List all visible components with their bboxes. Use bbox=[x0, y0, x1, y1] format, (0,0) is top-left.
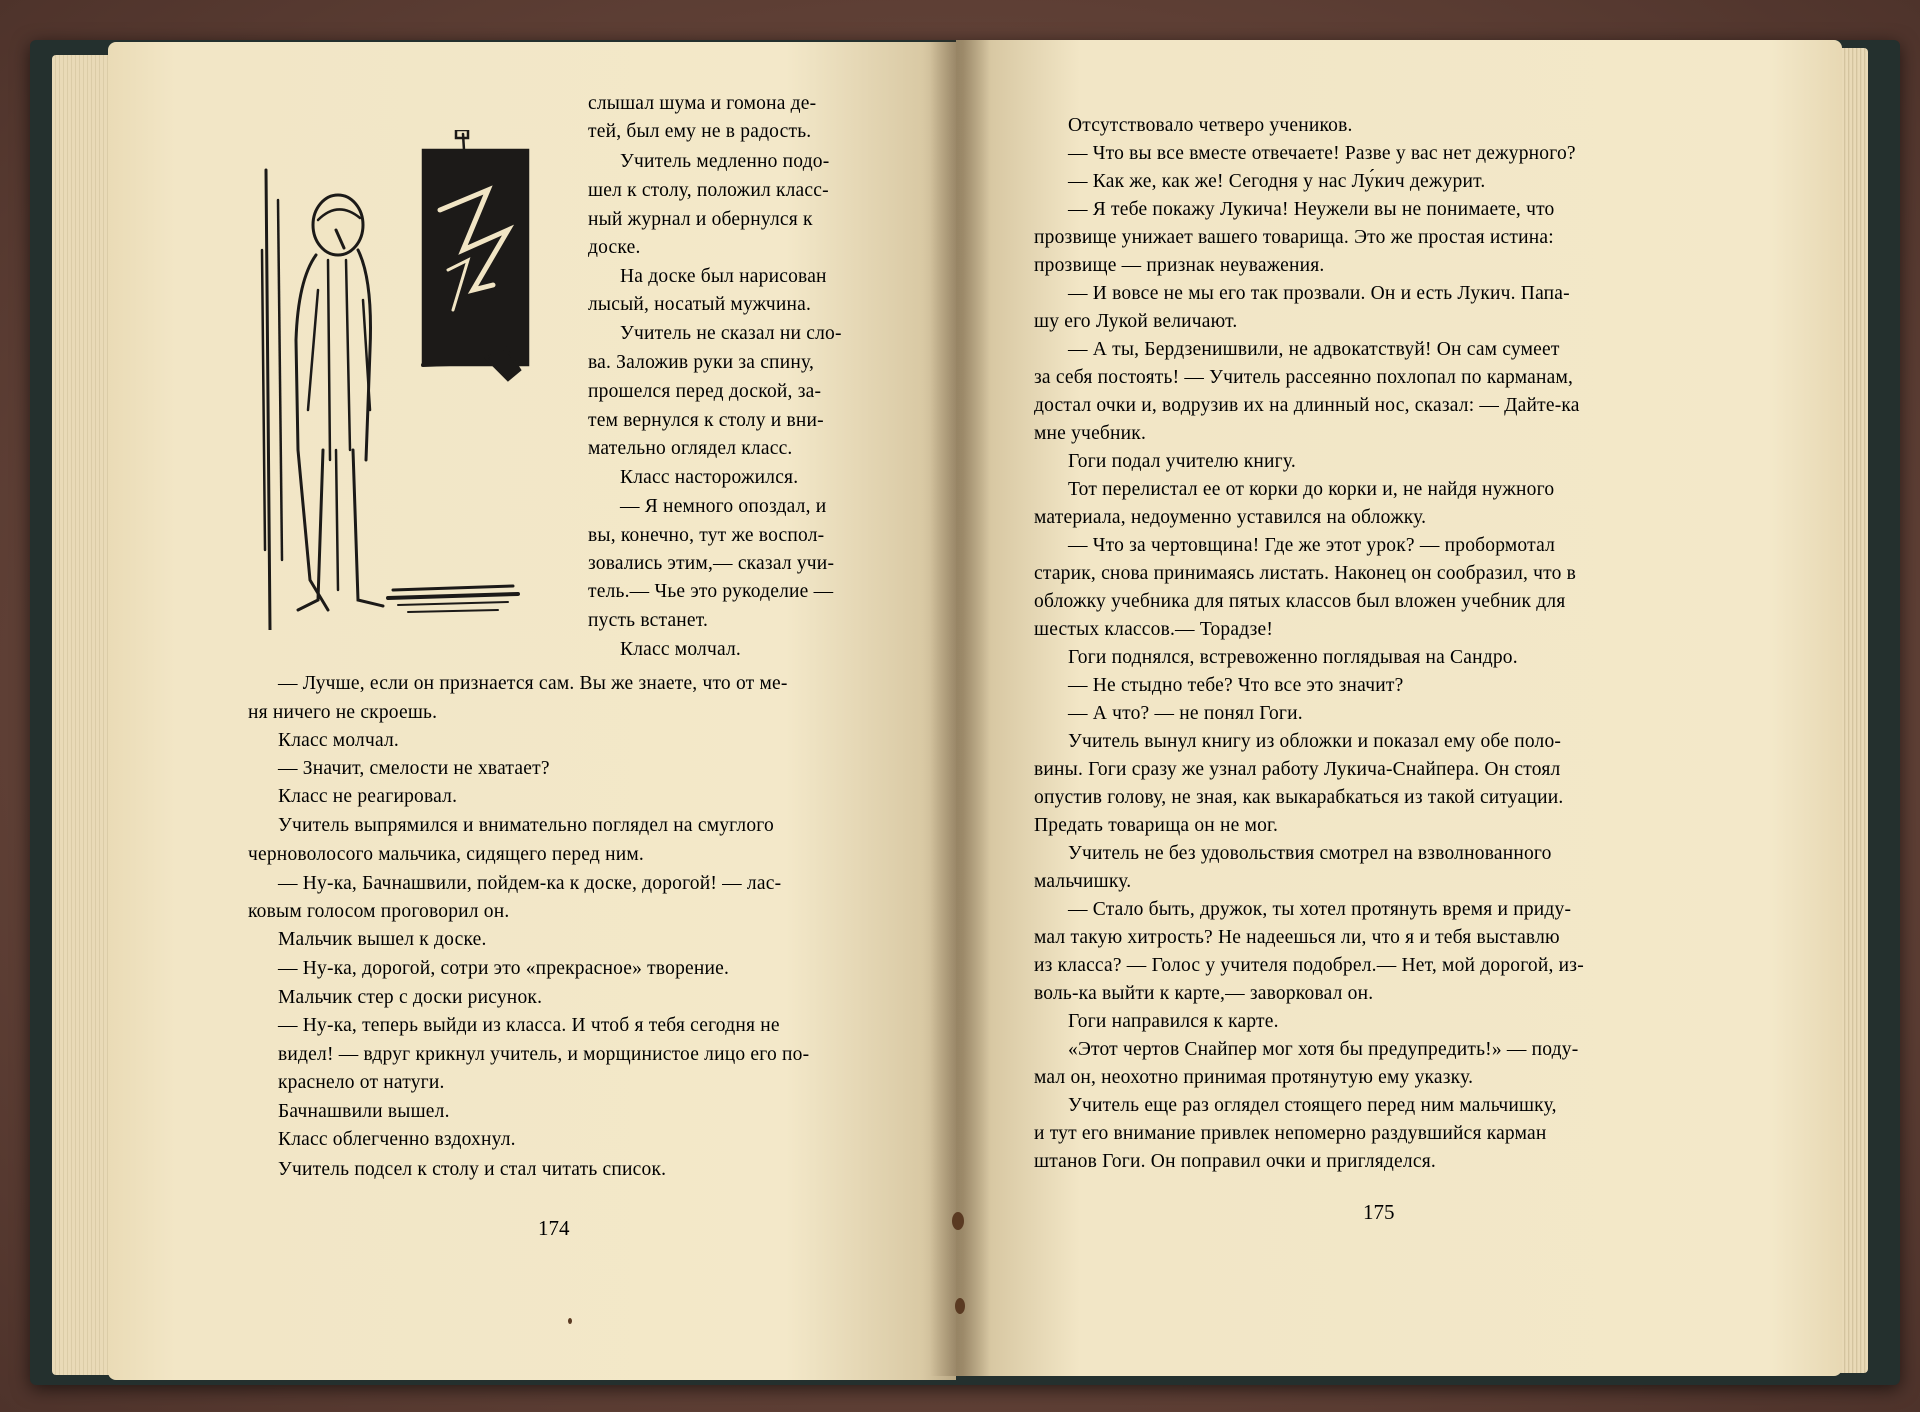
text-line: ный журнал и обернулся к bbox=[588, 209, 813, 230]
text-line: — А ты, Бердзенишвили, не адвокатствуй! Он сам сумеет bbox=[1068, 339, 1560, 360]
text-line: опустив голову, не зная, как выкарабкаться из такой ситуации. bbox=[1034, 787, 1564, 808]
text-line: Учитель медленно подо- bbox=[620, 151, 830, 172]
text-line: из класса? — Голос у учителя подобрел.— Нет, мой дорогой, из- bbox=[1034, 955, 1584, 976]
text-line: Учитель подсел к столу и стал читать список. bbox=[278, 1159, 667, 1180]
text-line: прозвище унижает вашего товарища. Это же простая истина: bbox=[1034, 227, 1554, 248]
text-line: материала, недоуменно уставился на обложку. bbox=[1034, 507, 1427, 528]
text-line: — Не стыдно тебе? Что все это значит? bbox=[1068, 675, 1404, 696]
text-line: — Ну-ка, теперь выйди из класса. И чтоб я тебя сегодня не bbox=[278, 1015, 780, 1036]
text-line: — И вовсе не мы его так прозвали. Он и есть Лукич. Папа- bbox=[1068, 283, 1570, 304]
text-line: Учитель еще раз оглядел стоящего перед ним мальчишку, bbox=[1068, 1095, 1557, 1116]
text-line: шестых классов.— Торадзе! bbox=[1034, 619, 1274, 640]
text-line: прошелся перед доской, за- bbox=[588, 381, 822, 402]
text-line: пусть встанет. bbox=[588, 610, 709, 631]
paper-stain bbox=[568, 1318, 572, 1324]
text-line: обложку учебника для пятых классов был вложен учебник для bbox=[1034, 591, 1566, 612]
paper-stain bbox=[952, 1212, 964, 1230]
text-line: мал он, неохотно принимая протянутую ему указку. bbox=[1034, 1067, 1474, 1088]
text-line: тель.— Чье это рукоделие — bbox=[588, 581, 834, 602]
text-line: штанов Гоги. Он поправил очки и пригляделся. bbox=[1034, 1151, 1436, 1172]
text-line: мальчишку. bbox=[1034, 871, 1132, 892]
text-line: Мальчик стер с доски рисунок. bbox=[278, 987, 543, 1008]
text-line: Тот перелистал ее от корки до корки и, не найдя нужного bbox=[1068, 479, 1555, 500]
text-line: — Что за чертовщина! Где же этот урок? — пробормотал bbox=[1068, 535, 1556, 556]
text-line: Класс молчал. bbox=[278, 730, 399, 751]
text-line: «Этот чертов Снайпер мог хотя бы предупредить!» — поду- bbox=[1068, 1039, 1579, 1060]
text-line: слышал шума и гомона де- bbox=[588, 93, 817, 114]
page-edges-right bbox=[1840, 48, 1868, 1373]
page-edges-left bbox=[52, 55, 112, 1375]
book-gutter bbox=[930, 40, 990, 1376]
text-line: — А что? — не понял Гоги. bbox=[1068, 703, 1303, 724]
text-line: старик, снова принимаясь листать. Наконец он сообразил, что в bbox=[1034, 563, 1577, 584]
text-line: ковым голосом проговорил он. bbox=[248, 901, 510, 922]
page-number-right: 175 bbox=[1363, 1200, 1395, 1224]
text-line: — Стало быть, дружок, ты хотел протянуть время и приду- bbox=[1068, 899, 1572, 920]
text-line: Класс насторожился. bbox=[620, 467, 799, 488]
text-line: Учитель не без удовольствия смотрел на взволнованного bbox=[1068, 843, 1552, 864]
text-line: тем вернулся к столу и вни- bbox=[588, 410, 824, 431]
text-line: мательно оглядел класс. bbox=[588, 438, 793, 459]
text-line: и тут его внимание привлек непомерно раздувшийся карман bbox=[1034, 1123, 1547, 1144]
text-line: Учитель выпрямился и внимательно поглядел на смуглого bbox=[278, 815, 774, 836]
text-line: — Я тебе покажу Лукича! Неужели вы не понимаете, что bbox=[1068, 199, 1555, 220]
text-line: Гоги подал учителю книгу. bbox=[1068, 451, 1296, 472]
text-line: Гоги поднялся, встревоженно поглядывая на Сандро. bbox=[1068, 647, 1518, 668]
text-line: — Как же, как же! Сегодня у нас Лу́кич дежурит. bbox=[1068, 171, 1486, 192]
text-line: прозвище — признак неуважения. bbox=[1034, 255, 1325, 276]
text-line: Класс не реагировал. bbox=[278, 786, 458, 807]
text-line: Учитель вынул книгу из обложки и показал ему обе поло- bbox=[1068, 731, 1562, 752]
text-line: — Что вы все вместе отвечаете! Разве у вас нет дежурного? bbox=[1068, 143, 1576, 164]
text-line: Учитель не сказал ни сло- bbox=[620, 323, 842, 344]
text-line: ня ничего не скроешь. bbox=[248, 702, 438, 723]
text-line: Бачнашвили вышел. bbox=[278, 1101, 450, 1122]
text-line: шел к столу, положил класс- bbox=[588, 180, 829, 201]
page-number-left: 174 bbox=[538, 1216, 570, 1240]
text-line: Отсутствовало четверо учеников. bbox=[1068, 115, 1353, 136]
text-line: видел! — вдруг крикнул учитель, и морщинистое лицо его по- bbox=[278, 1044, 810, 1065]
text-line: — Ну-ка, дорогой, сотри это «прекрасное» творение. bbox=[278, 958, 730, 979]
text-line: Класс облегченно вздохнул. bbox=[278, 1129, 516, 1150]
text-line: вы, конечно, тут же воспол- bbox=[588, 525, 825, 546]
text-line: На доске был нарисован bbox=[620, 266, 827, 287]
text-line: за себя постоять! — Учитель рассеянно похлопал по карманам, bbox=[1034, 367, 1574, 388]
text-line: Мальчик вышел к доске. bbox=[278, 929, 487, 950]
text-line: вины. Гоги сразу же узнал работу Лукича-Снайпера. Он стоял bbox=[1034, 759, 1561, 780]
text-line: Гоги направился к карте. bbox=[1068, 1011, 1279, 1032]
text-line: черноволосого мальчика, сидящего перед ним. bbox=[248, 844, 644, 865]
text-line: — Я немного опоздал, и bbox=[620, 496, 827, 517]
text-line: — Значит, смелости не хватает? bbox=[278, 758, 550, 779]
paper-stain bbox=[955, 1298, 965, 1314]
text-line: — Лучше, если он признается сам. Вы же знаете, что от ме- bbox=[278, 673, 788, 694]
text-line: лысый, носатый мужчина. bbox=[588, 294, 812, 315]
teacher-at-blackboard-sketch bbox=[258, 130, 534, 630]
text-line: воль-ка выйти к карте,— заворковал он. bbox=[1034, 983, 1374, 1004]
text-line: мал такую хитрость? Не надеешься ли, что я и тебя выставлю bbox=[1034, 927, 1560, 948]
text-line: — Ну-ка, Бачнашвили, пойдем-ка к доске, дорогой! — лас- bbox=[278, 873, 782, 894]
text-line: достал очки и, водрузив их на длинный нос, сказал: — Дайте-ка bbox=[1034, 395, 1580, 416]
text-line: Класс молчал. bbox=[620, 639, 741, 660]
text-line: зовались этим,— сказал учи- bbox=[588, 553, 835, 574]
text-line: тей, был ему не в радость. bbox=[588, 121, 812, 142]
text-line: мне учебник. bbox=[1034, 423, 1147, 444]
text-line: ва. Заложив руки за спину, bbox=[588, 352, 815, 373]
text-line: доске. bbox=[588, 237, 641, 258]
text-line: шу его Лукой величают. bbox=[1034, 311, 1238, 332]
text-line: Предать товарища он не мог. bbox=[1034, 815, 1279, 836]
text-line: краснело от натуги. bbox=[278, 1072, 445, 1093]
